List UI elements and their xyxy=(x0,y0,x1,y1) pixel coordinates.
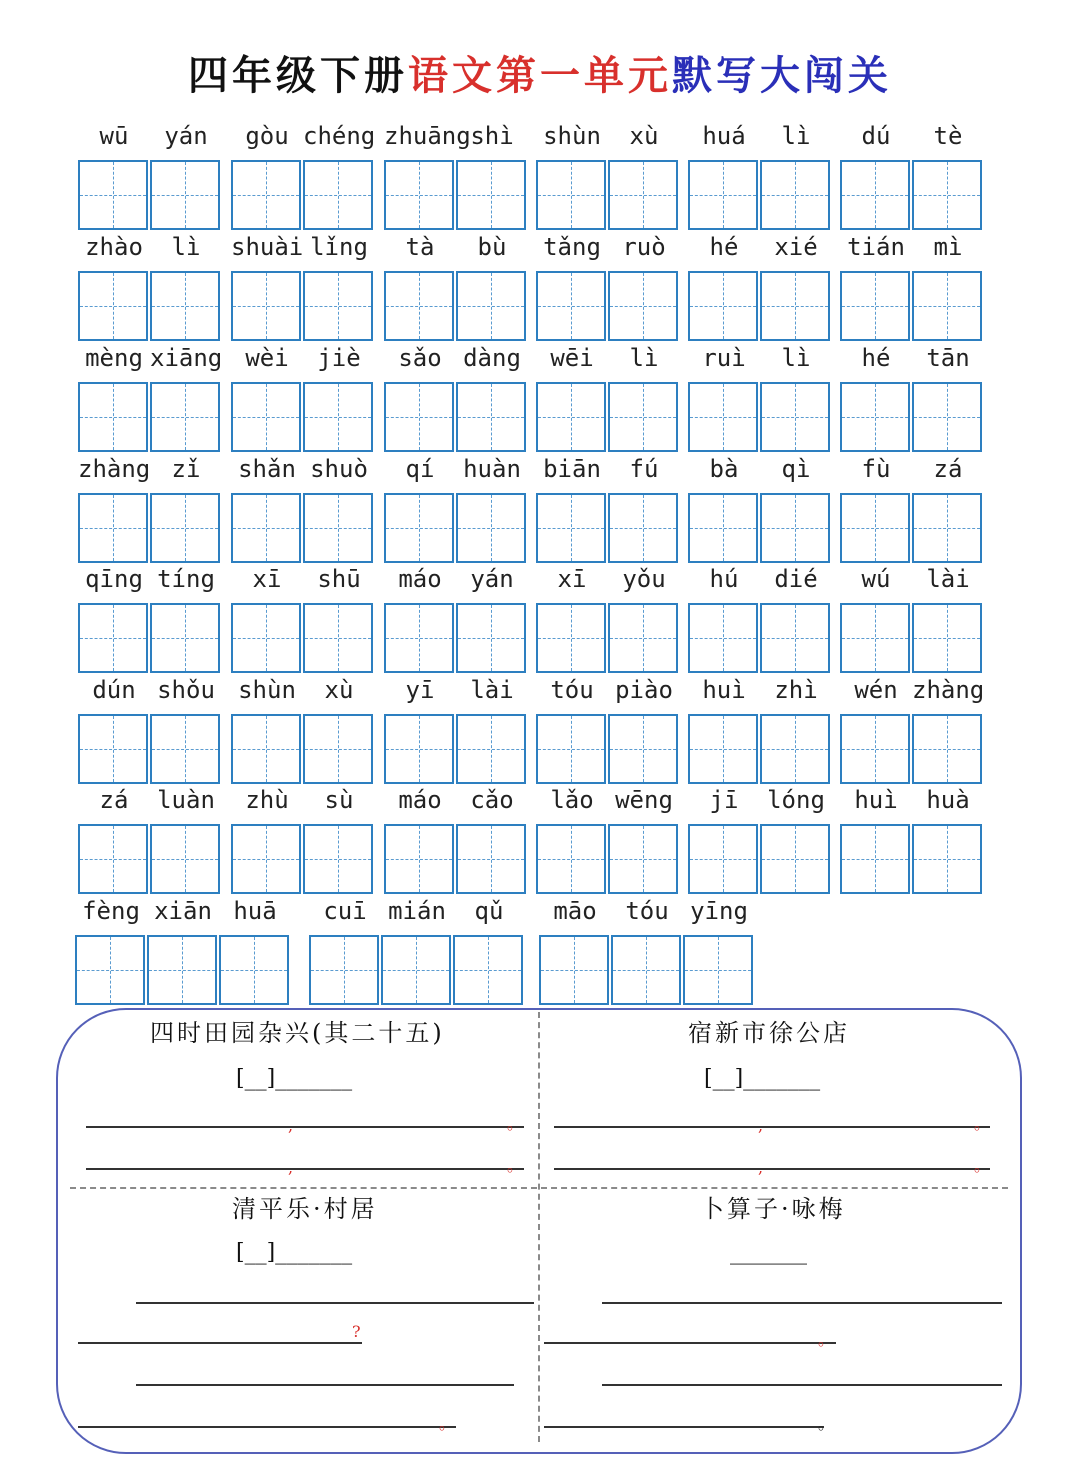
panel-horizontal-divider xyxy=(70,1187,1008,1189)
word-group xyxy=(78,453,222,561)
word-group xyxy=(840,120,984,228)
word-group xyxy=(78,342,222,450)
tianzige-writing-box[interactable] xyxy=(912,160,982,230)
pinyin-label: piào xyxy=(615,676,673,704)
word-group xyxy=(78,231,222,339)
poem-title-qingpingle: 清平乐·村居 xyxy=(232,1195,378,1223)
word-group xyxy=(536,120,680,228)
word-group xyxy=(231,231,375,339)
pinyin-label: yán xyxy=(470,565,514,593)
pinyin-label: tān xyxy=(926,344,970,372)
word-group xyxy=(78,784,222,892)
writing-line[interactable] xyxy=(544,1342,836,1344)
pinyin-label: dàng xyxy=(463,344,521,372)
tianzige-writing-box[interactable] xyxy=(303,493,373,563)
word-group xyxy=(688,453,832,561)
word-group xyxy=(384,674,528,782)
word-group xyxy=(384,120,528,228)
pinyin-label: xù xyxy=(629,122,659,150)
tianzige-writing-box[interactable] xyxy=(78,714,148,784)
tianzige-writing-box[interactable] xyxy=(219,935,289,1005)
pinyin-label: luàn xyxy=(157,786,215,814)
pinyin-label: yīng xyxy=(690,897,748,925)
period-mark: 。 xyxy=(439,1414,456,1433)
tianzige-writing-box[interactable] xyxy=(231,493,301,563)
tianzige-writing-box[interactable] xyxy=(912,271,982,341)
tianzige-writing-box[interactable] xyxy=(231,824,301,894)
pinyin-label: wèi xyxy=(245,344,289,372)
tianzige-writing-box[interactable] xyxy=(539,935,609,1005)
word-group xyxy=(536,784,680,892)
pinyin-label: lǎo xyxy=(550,786,594,814)
tianzige-writing-box[interactable] xyxy=(384,493,454,563)
tianzige-writing-box[interactable] xyxy=(75,935,145,1005)
pinyin-label: qīng xyxy=(85,565,143,593)
tianzige-writing-box[interactable] xyxy=(536,160,606,230)
comma-mark: , xyxy=(758,1116,764,1135)
period-mark: 。 xyxy=(974,1156,991,1175)
writing-line[interactable] xyxy=(86,1168,524,1170)
tianzige-writing-box[interactable] xyxy=(303,824,373,894)
tianzige-writing-box[interactable] xyxy=(303,603,373,673)
pinyin-label: bà xyxy=(709,455,739,483)
pinyin-label: zhàng xyxy=(912,676,985,704)
pinyin-label: zhì xyxy=(774,676,818,704)
pinyin-label: shì xyxy=(470,122,514,150)
pinyin-label: zhàng xyxy=(78,455,151,483)
tianzige-writing-box[interactable] xyxy=(384,382,454,452)
tianzige-writing-box[interactable] xyxy=(760,382,830,452)
page-title xyxy=(0,46,1080,106)
tianzige-writing-box[interactable] xyxy=(150,714,220,784)
tianzige-writing-box[interactable] xyxy=(456,824,526,894)
tianzige-writing-box[interactable] xyxy=(150,824,220,894)
tianzige-writing-box[interactable] xyxy=(309,935,379,1005)
word-group xyxy=(309,895,525,1003)
tianzige-writing-box[interactable] xyxy=(231,603,301,673)
pinyin-label: lǐng xyxy=(310,233,368,261)
pinyin-label: shùn xyxy=(543,122,601,150)
pinyin-label: bù xyxy=(477,233,507,261)
tianzige-writing-box[interactable] xyxy=(608,160,678,230)
question-mark: ? xyxy=(352,1322,361,1341)
poem-author-blank-suxinshi[interactable]: [__]_______ xyxy=(704,1066,821,1091)
pinyin-label: fú xyxy=(629,455,659,483)
word-group xyxy=(75,895,291,1003)
tianzige-writing-box[interactable] xyxy=(78,824,148,894)
pinyin-label: lì xyxy=(781,122,811,150)
pinyin-label: fèng xyxy=(82,897,140,925)
panel-vertical-divider xyxy=(538,1012,540,1442)
tianzige-writing-box[interactable] xyxy=(150,382,220,452)
tianzige-writing-box[interactable] xyxy=(840,603,910,673)
pinyin-label: lóng xyxy=(767,786,825,814)
title-subject: 语文第一单元 xyxy=(408,52,672,99)
pinyin-label: cuī xyxy=(323,897,367,925)
pinyin-label: zá xyxy=(933,455,963,483)
word-group xyxy=(384,231,528,339)
pinyin-label: shǎn xyxy=(238,455,296,483)
tianzige-writing-box[interactable] xyxy=(78,603,148,673)
tianzige-writing-box[interactable] xyxy=(384,603,454,673)
tianzige-writing-box[interactable] xyxy=(150,603,220,673)
word-group xyxy=(384,563,528,671)
tianzige-writing-box[interactable] xyxy=(147,935,217,1005)
tianzige-writing-box[interactable] xyxy=(688,603,758,673)
pinyin-label: tǎng xyxy=(543,233,601,261)
tianzige-writing-box[interactable] xyxy=(384,824,454,894)
pinyin-label: tóu xyxy=(550,676,594,704)
word-group xyxy=(231,674,375,782)
pinyin-label: chéng xyxy=(303,122,376,150)
tianzige-writing-box[interactable] xyxy=(760,824,830,894)
word-group xyxy=(539,895,755,1003)
tianzige-writing-box[interactable] xyxy=(683,935,753,1005)
word-group xyxy=(840,563,984,671)
writing-line[interactable] xyxy=(86,1126,524,1128)
pinyin-label: jī xyxy=(709,786,739,814)
pinyin-label: lài xyxy=(926,565,970,593)
word-row xyxy=(0,895,1080,1005)
tianzige-writing-box[interactable] xyxy=(688,824,758,894)
tianzige-writing-box[interactable] xyxy=(536,824,606,894)
pinyin-label: tóu xyxy=(625,897,669,925)
pinyin-label: qí xyxy=(405,455,435,483)
tianzige-writing-box[interactable] xyxy=(912,714,982,784)
pinyin-label: xī xyxy=(252,565,282,593)
tianzige-writing-box[interactable] xyxy=(384,271,454,341)
tianzige-writing-box[interactable] xyxy=(608,271,678,341)
word-row xyxy=(0,342,1080,452)
pinyin-label: máo xyxy=(398,786,442,814)
tianzige-writing-box[interactable] xyxy=(78,160,148,230)
tianzige-writing-box[interactable] xyxy=(688,714,758,784)
pinyin-label: shuò xyxy=(310,455,368,483)
word-group xyxy=(231,784,375,892)
tianzige-writing-box[interactable] xyxy=(840,824,910,894)
pinyin-label: huì xyxy=(854,786,898,814)
pinyin-label: hé xyxy=(709,233,739,261)
comma-mark: , xyxy=(288,1158,294,1177)
pinyin-label: shū xyxy=(317,565,361,593)
tianzige-writing-box[interactable] xyxy=(840,271,910,341)
word-group xyxy=(536,563,680,671)
writing-line[interactable] xyxy=(136,1384,514,1386)
tianzige-writing-box[interactable] xyxy=(456,603,526,673)
word-group xyxy=(231,453,375,561)
tianzige-writing-box[interactable] xyxy=(536,714,606,784)
pinyin-label: sǎo xyxy=(398,344,442,372)
pinyin-label: lì xyxy=(781,344,811,372)
tianzige-writing-box[interactable] xyxy=(456,382,526,452)
pinyin-label: huà xyxy=(926,786,970,814)
pinyin-label: wū xyxy=(99,122,129,150)
pinyin-label: tè xyxy=(933,122,963,150)
word-group xyxy=(78,674,222,782)
period-mark: 。 xyxy=(818,1414,835,1433)
tianzige-writing-box[interactable] xyxy=(608,603,678,673)
word-group xyxy=(688,231,832,339)
tianzige-writing-box[interactable] xyxy=(78,271,148,341)
word-group xyxy=(840,784,984,892)
word-row xyxy=(0,563,1080,673)
word-group xyxy=(688,674,832,782)
word-row xyxy=(0,120,1080,230)
title-grade: 四年级下册 xyxy=(188,52,408,99)
word-row xyxy=(0,674,1080,784)
pinyin-label: ruì xyxy=(702,344,746,372)
pinyin-label: zǐ xyxy=(171,455,201,483)
tianzige-writing-box[interactable] xyxy=(688,160,758,230)
word-group xyxy=(231,342,375,450)
tianzige-writing-box[interactable] xyxy=(456,714,526,784)
poem-title-suxinshi: 宿新市徐公店 xyxy=(688,1019,850,1047)
pinyin-label: jiè xyxy=(317,344,361,372)
word-group xyxy=(78,120,222,228)
comma-mark: , xyxy=(758,1158,764,1177)
pinyin-label: huàn xyxy=(463,455,521,483)
period-mark: 。 xyxy=(507,1156,524,1175)
word-group xyxy=(840,674,984,782)
tianzige-writing-box[interactable] xyxy=(840,714,910,784)
tianzige-writing-box[interactable] xyxy=(912,603,982,673)
poem-author-blank-busuanzi[interactable]: _______ xyxy=(730,1240,807,1265)
pinyin-label: māo xyxy=(553,897,597,925)
tianzige-writing-box[interactable] xyxy=(150,493,220,563)
pinyin-label: sù xyxy=(324,786,354,814)
pinyin-label: lì xyxy=(171,233,201,261)
tianzige-writing-box[interactable] xyxy=(688,493,758,563)
tianzige-writing-box[interactable] xyxy=(303,714,373,784)
tianzige-writing-box[interactable] xyxy=(384,160,454,230)
writing-line[interactable] xyxy=(602,1302,1002,1304)
pinyin-label: zhù xyxy=(245,786,289,814)
pinyin-label: xī xyxy=(557,565,587,593)
word-group xyxy=(688,120,832,228)
tianzige-writing-box[interactable] xyxy=(303,382,373,452)
pinyin-label: mián xyxy=(388,897,446,925)
poem-author-blank-sishi[interactable]: [__]_______ xyxy=(236,1066,353,1091)
tianzige-writing-box[interactable] xyxy=(536,493,606,563)
tianzige-writing-box[interactable] xyxy=(608,714,678,784)
pinyin-label: qǔ xyxy=(474,897,504,925)
pinyin-label: wēi xyxy=(550,344,594,372)
word-row xyxy=(0,784,1080,894)
tianzige-writing-box[interactable] xyxy=(231,271,301,341)
tianzige-writing-box[interactable] xyxy=(688,271,758,341)
word-group xyxy=(536,453,680,561)
pinyin-label: yī xyxy=(405,676,435,704)
pinyin-label: huì xyxy=(702,676,746,704)
word-row xyxy=(0,231,1080,341)
tianzige-writing-box[interactable] xyxy=(912,382,982,452)
word-group xyxy=(384,784,528,892)
word-group xyxy=(384,342,528,450)
tianzige-writing-box[interactable] xyxy=(760,603,830,673)
pinyin-label: cǎo xyxy=(470,786,514,814)
writing-line[interactable] xyxy=(78,1342,362,1344)
pinyin-label: zá xyxy=(99,786,129,814)
tianzige-writing-box[interactable] xyxy=(688,382,758,452)
word-group xyxy=(840,342,984,450)
tianzige-writing-box[interactable] xyxy=(381,935,451,1005)
writing-line[interactable] xyxy=(544,1426,824,1428)
tianzige-writing-box[interactable] xyxy=(912,493,982,563)
pinyin-label: tíng xyxy=(157,565,215,593)
pinyin-label: lài xyxy=(470,676,514,704)
tianzige-writing-box[interactable] xyxy=(456,271,526,341)
tianzige-writing-box[interactable] xyxy=(150,160,220,230)
word-group xyxy=(840,231,984,339)
pinyin-label: yǒu xyxy=(622,565,666,593)
pinyin-label: xiāng xyxy=(150,344,223,372)
pinyin-label: gòu xyxy=(245,122,289,150)
word-group xyxy=(840,453,984,561)
pinyin-label: xù xyxy=(324,676,354,704)
tianzige-writing-box[interactable] xyxy=(608,493,678,563)
word-group xyxy=(688,342,832,450)
pinyin-label: hé xyxy=(861,344,891,372)
period-mark: 。 xyxy=(507,1114,524,1133)
pinyin-label: lì xyxy=(629,344,659,372)
pinyin-label: qì xyxy=(781,455,811,483)
writing-line[interactable] xyxy=(78,1426,456,1428)
writing-line[interactable] xyxy=(136,1302,534,1304)
pinyin-label: tián xyxy=(847,233,905,261)
tianzige-writing-box[interactable] xyxy=(231,714,301,784)
tianzige-writing-box[interactable] xyxy=(760,493,830,563)
tianzige-writing-box[interactable] xyxy=(231,160,301,230)
word-group xyxy=(231,120,375,228)
tianzige-writing-box[interactable] xyxy=(840,493,910,563)
pinyin-label: shǒu xyxy=(157,676,215,704)
pinyin-label: xiān xyxy=(154,897,212,925)
word-group xyxy=(536,674,680,782)
tianzige-writing-box[interactable] xyxy=(303,271,373,341)
tianzige-writing-box[interactable] xyxy=(760,714,830,784)
pinyin-label: mì xyxy=(933,233,963,261)
pinyin-label: máo xyxy=(398,565,442,593)
word-group xyxy=(536,231,680,339)
poem-author-blank-qingpingle[interactable]: [__]_______ xyxy=(236,1240,353,1265)
tianzige-writing-box[interactable] xyxy=(912,824,982,894)
word-row xyxy=(0,453,1080,563)
tianzige-writing-box[interactable] xyxy=(840,160,910,230)
tianzige-writing-box[interactable] xyxy=(456,160,526,230)
tianzige-writing-box[interactable] xyxy=(536,382,606,452)
tianzige-writing-box[interactable] xyxy=(456,493,526,563)
pinyin-label: shuài xyxy=(231,233,304,261)
poem-title-sishi: 四时田园杂兴(其二十五) xyxy=(150,1019,445,1047)
pinyin-label: yán xyxy=(164,122,208,150)
tianzige-writing-box[interactable] xyxy=(840,382,910,452)
tianzige-writing-box[interactable] xyxy=(303,160,373,230)
tianzige-writing-box[interactable] xyxy=(760,271,830,341)
pinyin-label: shùn xyxy=(238,676,296,704)
tianzige-writing-box[interactable] xyxy=(231,382,301,452)
tianzige-writing-box[interactable] xyxy=(78,493,148,563)
tianzige-writing-box[interactable] xyxy=(608,824,678,894)
tianzige-writing-box[interactable] xyxy=(78,382,148,452)
period-mark: 。 xyxy=(818,1330,835,1349)
pinyin-label: ruò xyxy=(622,233,666,261)
pinyin-label: hú xyxy=(709,565,739,593)
pinyin-label: huá xyxy=(702,122,746,150)
word-group xyxy=(384,453,528,561)
word-group xyxy=(231,563,375,671)
tianzige-writing-box[interactable] xyxy=(453,935,523,1005)
pinyin-label: tà xyxy=(405,233,435,261)
pinyin-label: biān xyxy=(543,455,601,483)
word-group xyxy=(536,342,680,450)
pinyin-label: wén xyxy=(854,676,898,704)
word-group xyxy=(688,563,832,671)
pinyin-label: dú xyxy=(861,122,891,150)
tianzige-writing-box[interactable] xyxy=(150,271,220,341)
pinyin-label: wú xyxy=(861,565,891,593)
tianzige-writing-box[interactable] xyxy=(536,271,606,341)
pinyin-label: dié xyxy=(774,565,818,593)
tianzige-writing-box[interactable] xyxy=(611,935,681,1005)
tianzige-writing-box[interactable] xyxy=(760,160,830,230)
writing-line[interactable] xyxy=(554,1168,990,1170)
writing-line[interactable] xyxy=(602,1384,1002,1386)
pinyin-label: xié xyxy=(774,233,818,261)
pinyin-label: dún xyxy=(92,676,136,704)
pinyin-label: wēng xyxy=(615,786,673,814)
tianzige-writing-box[interactable] xyxy=(384,714,454,784)
tianzige-writing-box[interactable] xyxy=(536,603,606,673)
title-challenge: 默写大闯关 xyxy=(672,52,892,99)
comma-mark: , xyxy=(288,1116,294,1135)
pinyin-label: zhuāng xyxy=(384,122,471,150)
pinyin-label: mèng xyxy=(85,344,143,372)
pinyin-label: huā xyxy=(233,897,277,925)
pinyin-label: fù xyxy=(861,455,891,483)
tianzige-writing-box[interactable] xyxy=(608,382,678,452)
period-mark: 。 xyxy=(974,1114,991,1133)
word-group xyxy=(78,563,222,671)
pinyin-label: zhào xyxy=(85,233,143,261)
writing-line[interactable] xyxy=(554,1126,990,1128)
word-group xyxy=(688,784,832,892)
poem-title-busuanzi: 卜算子·咏梅 xyxy=(700,1195,846,1223)
